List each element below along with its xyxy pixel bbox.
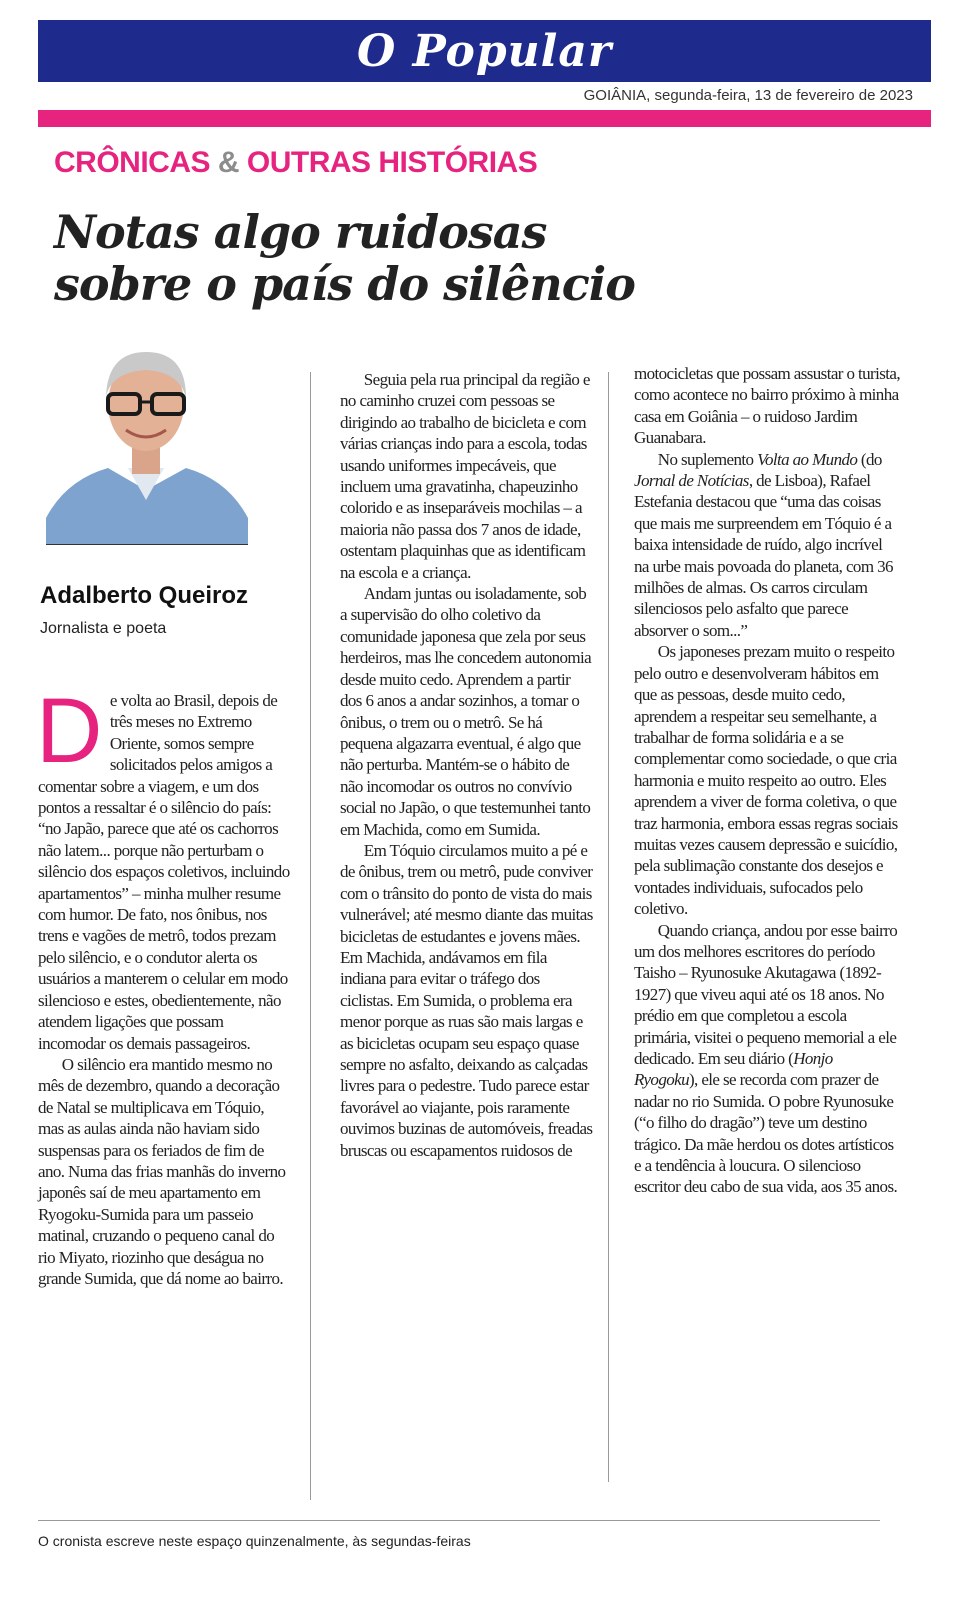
- headline-line-1: Notas algo ruidosas: [54, 205, 547, 259]
- publication-title: Volta ao Mundo: [757, 449, 858, 469]
- author-role: Jornalista e poeta: [40, 620, 167, 637]
- text-run: Quando criança, andou por esse bairro um dos melhores escritores do período Taisho – Ryunosuke Akutagawa (1892-1927) que viveu aqui até os 18 anos. No prédio em que completou a escola primária, visitei o pequeno memorial a ele dedicado. Em seu diário (: [634, 920, 898, 1068]
- article-paragraph: O silêncio era mantido mesmo no mês de dezembro, quando a decoração de Natal se multiplicava em Tóquio, mas as aulas ainda não haviam sido suspensas para os feriados de fim de ano. Numa das frias manhãs do inverno japonês saí de meu apartamento em Ryogoku-Sumida para um passeio matinal, cruzando o pequeno canal do rio Miyato, riozinho que deságua no grande Sumida, que dá nome ao bairro.: [38, 1054, 286, 1288]
- headline: [54, 206, 914, 310]
- column-divider-1: [310, 372, 311, 1500]
- diary-title: Honjo Ryogoku: [634, 1049, 833, 1090]
- dateline: GOIÂNIA, segunda-feira, 13 de fevereiro de 2023: [583, 87, 913, 104]
- article-paragraph: motocicletas que possam assustar o turista, como acontece no bairro próximo à minha casa em Goiânia – o ruidoso Jardim Guanabara.: [634, 364, 900, 448]
- author-photo: [46, 340, 248, 545]
- article-column-1: [36, 680, 290, 1289]
- article-column-3: [634, 363, 900, 1198]
- article-paragraph: Seguia pela rua principal da região e no caminho cruzei com pessoas se dirigindo ao trabalho de bicicleta e com várias crianças indo para a escola, todas usando uniformes impecáveis, que incluem uma gravatinha, chapeuzinho colorido e as inseparáveis mochilas – a maioria não passa dos 7 anos de idade, ostentam plaquinhas que as identificam na escola e a criança.: [340, 370, 590, 582]
- footer-divider: [38, 1520, 880, 1521]
- footer-note: O cronista escreve neste espaço quinzenalmente, às segundas-feiras: [38, 1533, 471, 1549]
- column-divider-2: [608, 372, 609, 1482]
- author-name: Adalberto Queiroz: [40, 582, 249, 609]
- article-column-2: [340, 369, 594, 1161]
- text-run: , de Lisboa), Rafael Estefania destacou que “uma das coisas que mais me surpreendem em Tóquio é a baixa intensidade de ruído, algo incrível na urbe mais povoada do planeta, com 36 milhões de almas. Os carros circulam silenciosos pelo asfalto que parece absorver o som...”: [634, 471, 893, 640]
- text-run: (do: [857, 449, 882, 469]
- article-paragraph: Andam juntas ou isoladamente, sob a supervisão do olho coletivo da comunidade japonesa que zela por seus herdeiros, mas lhe concedem autonomia desde muito cedo. Aprendem a partir dos 6 anos a andar sozinhos, a tomar o ônibus, o trem ou o metrô. Se há pequena algazarra eventual, é algo que não perturba. Mantém-se o hábito de não incomodar os outros no convívio social no Japão, o que testemunhei tanto em Machida, como em Sumida.: [340, 584, 592, 839]
- drop-cap: D: [36, 680, 102, 782]
- masthead: [38, 20, 931, 82]
- section-ampersand: &: [217, 146, 240, 179]
- section-title: [54, 146, 537, 180]
- article-paragraph: Os japoneses prezam muito o respeito pelo outro e desenvolveram hábitos em que as pessoas, desde muito cedo, aprendem a respeitar seu semelhante, a trabalhar de forma solidária e a se complementar como sociedade, o que cria harmonia e muito respeito ao outro. Eles aprendem a viver de forma coletiva, o que traz harmonia, embora essas regras sociais muitas vezes causem depressão e suicídio, pela sublimação constante dos desejos e vontades individuais, sufocados pelo coletivo.: [634, 642, 898, 919]
- article-paragraph: [634, 920, 900, 1198]
- author-portrait-illustration: [46, 340, 248, 545]
- article-paragraph: [36, 680, 290, 1054]
- headline-line-2: sobre o país do silêncio: [54, 257, 635, 311]
- article-paragraph: [634, 449, 900, 642]
- newspaper-logo: O Popular: [356, 25, 613, 77]
- text-run: ), ele se recorda com prazer de nadar no rio Sumida. O pobre Ryunosuke (“o filho do dragão”) teve um destino trágico. Da mãe herdou os dotes artísticos e a tendência à loucura. O silencioso escritor deu cabo de sua vida, aos 35 anos.: [634, 1070, 898, 1197]
- section-title-part2: OUTRAS HISTÓRIAS: [246, 146, 538, 179]
- text-run: No suplemento: [657, 449, 758, 469]
- article-paragraph: Em Tóquio circulamos muito a pé e de ônibus, trem ou metrô, pude conviver com o trânsito do ponto de vista do mais vulnerável; até mesmo diante das muitas bicicletas de estudantes e jovens mães. Em Machida, andávamos em fila indiana para evitar o tráfego dos ciclistas. Em Sumida, o problema era menor porque as ruas são mais largas e as bicicletas ocupam seu espaço quase sempre no asfalto, deixando as calçadas livres para o pedestre. Tudo parece estar favorável ao viajante, pois raramente ouvimos buzinas de automóveis, freadas bruscas ou escapamentos ruidosos de: [340, 840, 593, 1160]
- article-paragraph-text: e volta ao Brasil, depois de três meses no Extremo Oriente, somos sempre solicitados pelos amigos a comentar sobre a viagem, e um dos pontos a ressaltar é o silêncio do país: “no Japão, parece que até os cachorros não latem... porque não perturbam o silêncio dos espaços coletivos, incluindo apartamentos” – minha mulher resume com humor. De fato, nos ônibus, nos trens e vagões de metrô, todos prezam pelo silêncio, e o condutor alerta os usuários a manterem o celular em modo silencioso e estes, obedientemente, não atendem ligações que possam incomodar os demais passageiros.: [38, 691, 290, 1053]
- section-title-part1: CRÔNICAS: [54, 146, 211, 179]
- accent-bar: [38, 110, 931, 127]
- publication-title: Jornal de Notícias: [634, 471, 749, 491]
